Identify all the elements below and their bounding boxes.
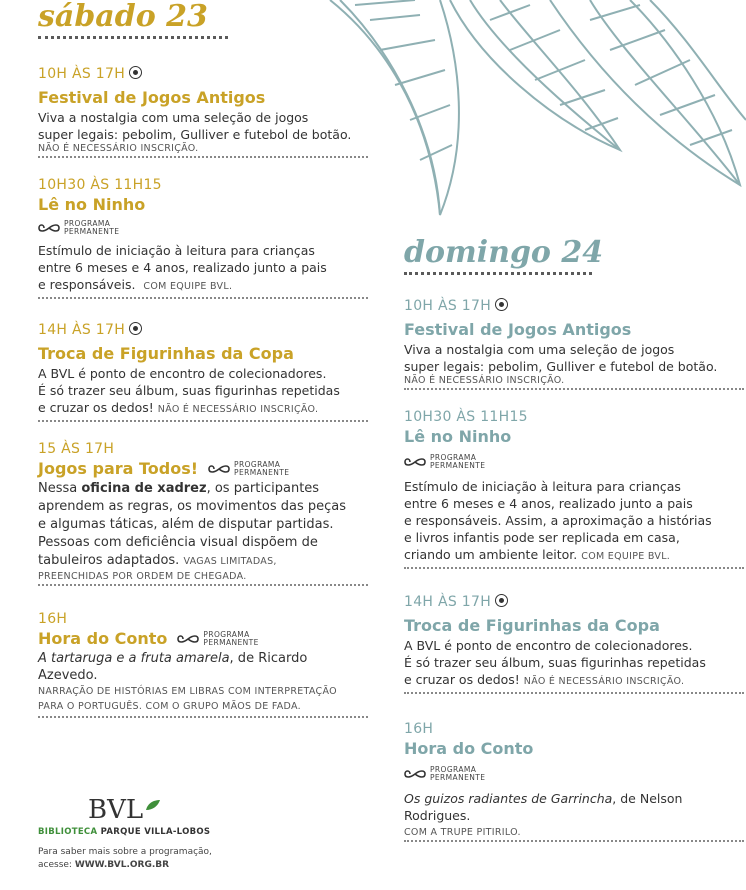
event-title: Hora do Conto xyxy=(38,629,168,648)
event-description: Os guizos radiantes de Garrincha, de Nelson Rodrigues. xyxy=(404,791,683,823)
event-time: 14H ÀS 17H xyxy=(38,322,126,338)
event-note: NÃO É NECESSÁRIO INSCRIÇÃO. xyxy=(523,676,685,687)
event-time: 14H ÀS 17H xyxy=(404,594,492,610)
event-description: A BVL é ponto de encontro de colecionadores. É só trazer seu álbum, suas figurinhas repetidas e cruzar os dedos! NÃO É NECESSÁRIO INSCRIÇÃO. xyxy=(404,638,706,687)
divider xyxy=(38,297,368,299)
divider xyxy=(404,388,744,390)
event-time: 10H ÀS 17H xyxy=(404,298,492,314)
programa-permanente-badge: PROGRAMA PERMANENTE xyxy=(208,461,289,477)
event-title: Festival de Jogos Antigos xyxy=(404,320,632,339)
event-title: Lê no Ninho xyxy=(404,427,512,446)
infinity-icon xyxy=(208,463,230,475)
leaf-icon xyxy=(145,799,161,811)
event-description: Estímulo de iniciação à leitura para crianças entre 6 meses e 4 anos, realizado junto a pais e responsáveis. COM EQUIPE BVL. xyxy=(38,243,327,292)
library-name: BIBLIOTECA PARQUE VILLA-LOBOS xyxy=(38,827,211,837)
event-description: Estímulo de iniciação à leitura para crianças entre 6 meses e 4 anos, realizado junto a pais e responsáveis. Assim, a aproximação a histórias e livros infantis pode ser replicada em casa, criando um ambiente leitor. COM EQUIPE BVL. xyxy=(404,479,712,562)
website-link[interactable]: WWW.BVL.ORG.BR xyxy=(74,860,170,870)
divider xyxy=(38,156,368,158)
sunday-column xyxy=(404,235,744,842)
divider xyxy=(404,567,744,569)
sunday-title: domingo 24 xyxy=(404,235,604,270)
event-festival-jogos xyxy=(404,297,744,390)
divider xyxy=(38,36,228,39)
divider xyxy=(404,692,744,694)
event-description: A BVL é ponto de encontro de colecionadores. É só trazer seu álbum, suas figurinhas repetidas e cruzar os dedos! NÃO É NECESSÁRIO INSCRIÇÃO. xyxy=(38,366,340,415)
programa-permanente-badge: PROGRAMA PERMANENTE xyxy=(404,454,485,470)
event-title: Troca de Figurinhas da Copa xyxy=(404,616,660,635)
footer-info: Para saber mais sobre a programação, xyxy=(38,847,212,857)
event-title: Troca de Figurinhas da Copa xyxy=(38,344,294,363)
event-title: Hora do Conto xyxy=(404,739,534,758)
divider xyxy=(404,840,744,842)
divider xyxy=(38,420,368,422)
event-hora-do-conto xyxy=(38,610,368,718)
programa-permanente-badge: PROGRAMA PERMANENTE xyxy=(38,220,119,236)
infinity-icon xyxy=(38,222,60,234)
event-le-no-ninho xyxy=(404,408,744,569)
saturday-column xyxy=(38,2,368,718)
saturday-title: sábado 23 xyxy=(38,0,208,34)
soccer-ball-icon xyxy=(129,322,142,335)
event-note: VAGAS LIMITADAS, xyxy=(183,556,277,567)
event-note: COM EQUIPE BVL. xyxy=(581,551,671,562)
event-description: A tartaruga e a fruta amarela, de Ricardo Azevedo. xyxy=(38,651,308,683)
divider xyxy=(404,272,592,275)
event-description: Nessa oficina de xadrez, os participantes aprendem as regras, os movimentos das peças e algumas táticas, além de disputar partidas. Pessoas com deficiência visual dispõem de tabuleiros adaptados. VAGAS LIMITADAS, xyxy=(38,481,346,568)
event-note: NÃO É NECESSÁRIO INSCRIÇÃO. xyxy=(38,143,199,154)
infinity-icon xyxy=(404,768,426,780)
bvl-logo: BVL xyxy=(88,795,278,825)
soccer-ball-icon xyxy=(495,594,508,607)
event-le-no-ninho xyxy=(38,176,368,299)
event-title: Lê no Ninho xyxy=(38,195,146,214)
event-troca-figurinhas xyxy=(38,321,368,422)
soccer-ball-icon xyxy=(129,66,142,79)
soccer-ball-icon xyxy=(495,298,508,311)
divider xyxy=(38,716,368,718)
programa-permanente-badge: PROGRAMA PERMANENTE xyxy=(177,631,258,647)
event-title: Festival de Jogos Antigos xyxy=(38,88,266,107)
event-note: COM A TRUPE PITIRILO. xyxy=(404,827,521,838)
event-time: 15 ÀS 17H xyxy=(38,441,115,457)
infinity-icon xyxy=(404,456,426,468)
event-note: COM EQUIPE BVL. xyxy=(143,281,233,292)
event-note: NÃO É NECESSÁRIO INSCRIÇÃO. xyxy=(404,375,565,386)
divider xyxy=(38,584,368,586)
event-note: PREENCHIDAS POR ORDEM DE CHEGADA. xyxy=(38,571,247,582)
event-jogos-para-todos xyxy=(38,440,368,586)
event-time: 16H xyxy=(38,611,68,627)
infinity-icon xyxy=(177,633,199,645)
event-note: NÃO É NECESSÁRIO INSCRIÇÃO. xyxy=(157,404,319,415)
programa-permanente-badge: PROGRAMA PERMANENTE xyxy=(404,766,485,782)
event-time: 10H30 ÀS 11H15 xyxy=(404,409,528,425)
event-time: 16H xyxy=(404,721,434,737)
event-troca-figurinhas xyxy=(404,593,744,694)
event-time: 10H30 ÀS 11H15 xyxy=(38,177,162,193)
event-time: 10H ÀS 17H xyxy=(38,66,126,82)
event-title: Jogos para Todos! xyxy=(38,459,199,478)
event-description: Viva a nostalgia com uma seleção de jogos super legais: pebolim, Gulliver e futebol de botão. xyxy=(404,342,718,374)
event-festival-jogos xyxy=(38,65,368,158)
event-note: NARRAÇÃO DE HISTÓRIAS EM LIBRAS COM INTERPRETAÇÃO PARA O PORTUGUÊS. COM O GRUPO MÃOS DE FADA. xyxy=(38,686,337,712)
footer: BVL BIBLIOTECA PARQUE VILLA-LOBOS Para saber mais sobre a programação, acesse: WWW.BVL.ORG.BR xyxy=(38,795,278,870)
event-hora-do-conto xyxy=(404,720,744,842)
leaf-illustration xyxy=(320,0,746,220)
event-description: Viva a nostalgia com uma seleção de jogos super legais: pebolim, Gulliver e futebol de botão. xyxy=(38,110,352,142)
